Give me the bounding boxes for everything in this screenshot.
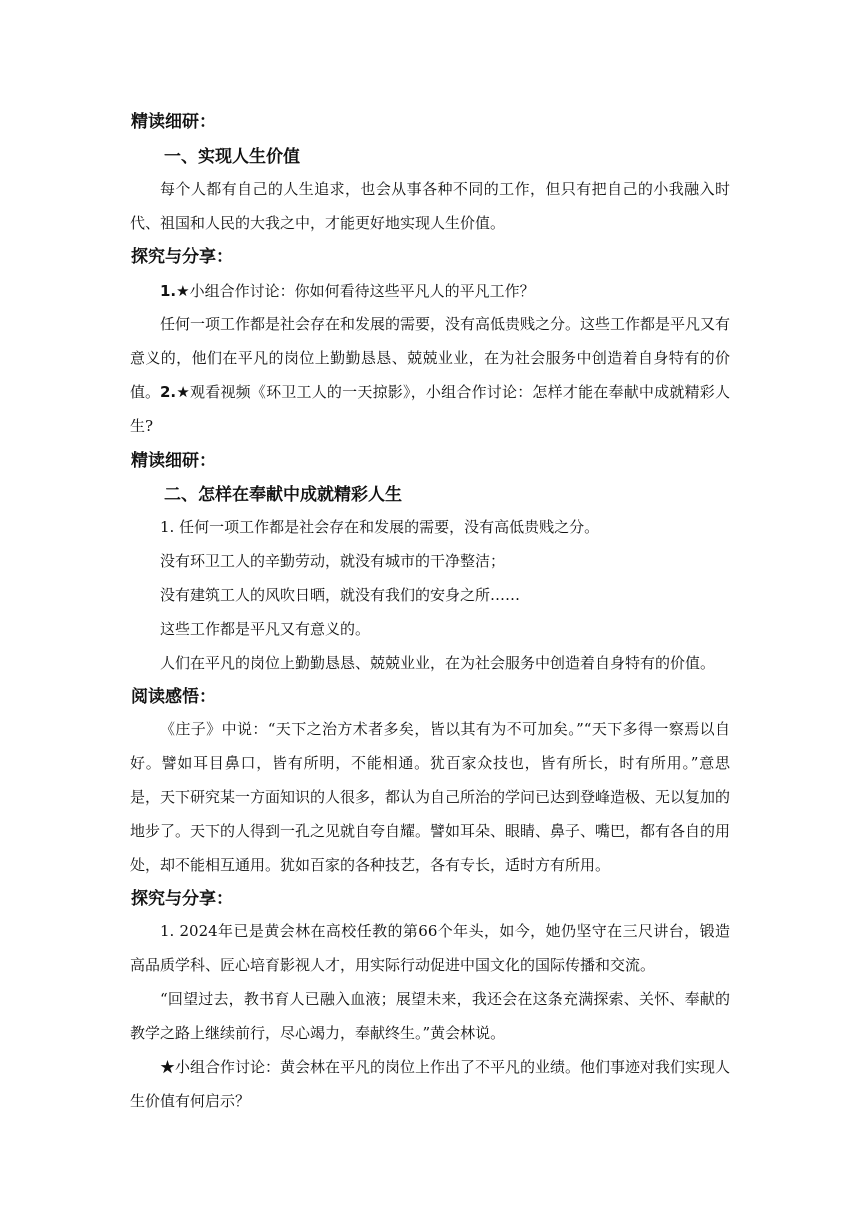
paragraph-huang-huilin: 1. 2024年已是黄会林在高校任教的第66个年头，如今，她仍坚守在三尺讲台，锻造高品质学科、匠心培育影视人才，用实际行动促进中国文化的国际传播和交流。 xyxy=(130,922,730,974)
heading-jingdu-2: 精读细研： xyxy=(131,451,216,471)
paragraph-quote: “回望过去，教书育人已融入血液；展望未来，我还会在这条充满探索、关怀、奉献的教学之路上继续前行，尽心竭力，奉献终生。”黄会林说。 xyxy=(130,990,730,1042)
heading-jingdu-1: 精读细研： xyxy=(131,112,216,132)
paragraph-life-value: 每个人都有自己的人生追求，也会从事各种不同的工作，但只有把自己的小我融入时代、祖国和人民的大我之中，才能更好地实现人生价值。 xyxy=(130,180,730,232)
question-1-number: 1.★ xyxy=(160,282,190,300)
paragraph-discussion: ★小组合作讨论：黄会林在平凡的岗位上作出了不平凡的业绩。他们事迹对我们实现人生价值有何启示？ xyxy=(130,1058,731,1110)
question-2 xyxy=(130,375,730,443)
question-2-number: 2.★ xyxy=(160,383,191,401)
list-line-2: 没有环卫工人的辛勤劳动，就没有城市的干净整洁； xyxy=(160,552,506,570)
question-1-text: 小组合作讨论：你如何看待这些平凡人的平凡工作？ xyxy=(189,282,535,300)
list-line-5: 人们在平凡的岗位上勤勤恳恳、兢兢业业，在为社会服务中创造着自身特有的价值。 xyxy=(160,654,716,672)
list-line-4: 这些工作都是平凡又有意义的。 xyxy=(160,620,371,638)
heading-explore-2: 探究与分享： xyxy=(131,889,233,909)
section-title-1: 一、实现人生价值 xyxy=(164,147,300,167)
section-title-2: 二、怎样在奉献中成就精彩人生 xyxy=(164,485,402,505)
question-1 xyxy=(160,280,535,302)
paragraph-zhuangzi: 《庄子》中说：“天下之治方术者多矣，皆以其有为不可加矣。”“天下多得一察焉以自好。譬如耳目鼻口，皆有所明，不能相通。犹百家众技也，皆有所长，时有所用。”意思是，天下研究某一方面知识的人很多，都认为自己所治的学问已达到登峰造极、无以复加的地步了。天下的人得到一孔之见就自夸自耀。譬如耳朵、眼睛、鼻子、嘴巴，都有各自的用处，却不能相互通用。犹如百家的各种技艺，各有专长，适时方有所用。 xyxy=(130,720,731,874)
heading-reading: 阅读感悟： xyxy=(131,687,216,707)
list-line-1: 1. 任何一项工作都是社会存在和发展的需要，没有高低贵贱之分。 xyxy=(160,518,600,536)
list-line-3: 没有建筑工人的风吹日晒，就没有我们的安身之所…… xyxy=(160,586,521,604)
paragraph-answer-1: 任何一项工作都是社会存在和发展的需要，没有高低贵贱之分。这些工作都是平凡又有意义的，他们在平凡的岗位上勤勤恳恳、兢兢业业，在为社会服务中创造着自身特有的价值。 xyxy=(130,315,731,401)
heading-explore-1: 探究与分享： xyxy=(131,247,233,267)
question-2-text: 观看视频《环卫工人的一天掠影》，小组合作讨论：怎样才能在奉献中成就精彩人生? xyxy=(130,383,730,435)
